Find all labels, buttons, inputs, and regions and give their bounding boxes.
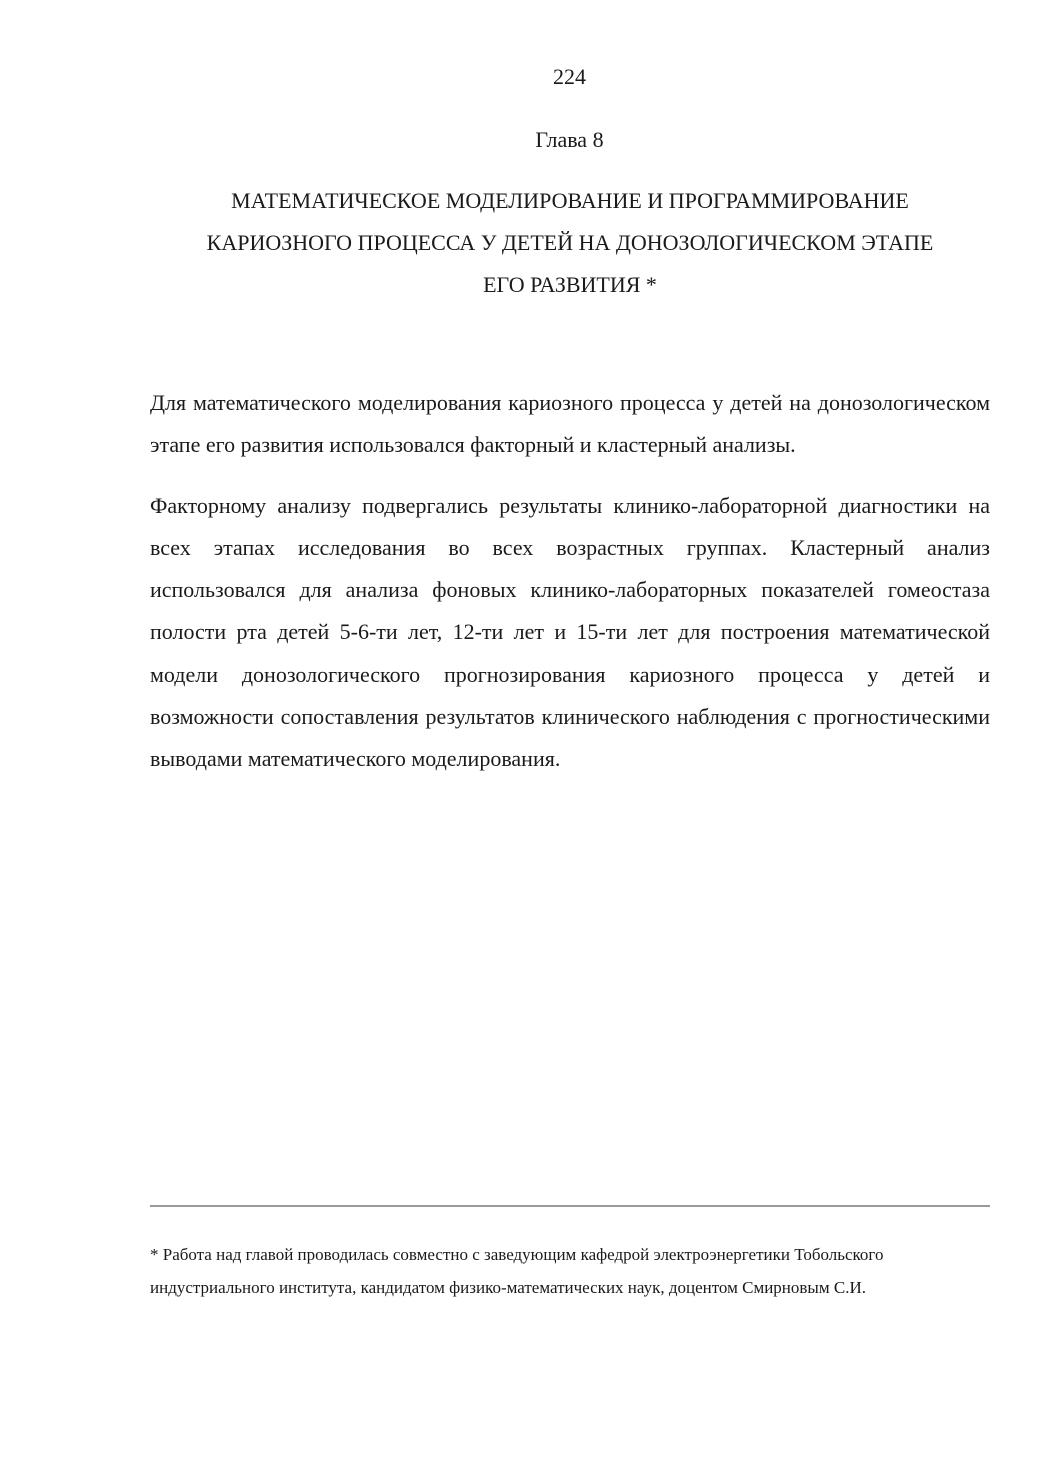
chapter-title-line: ЕГО РАЗВИТИЯ * xyxy=(483,272,657,297)
chapter-title xyxy=(150,180,990,306)
paragraph: Для математического моделирования кариозного процесса у детей на донозологическом этапе его развития использовался факторный и кластерный анализы. xyxy=(150,390,990,458)
page-number: 224 xyxy=(553,64,586,89)
chapter-title-line: МАТЕМАТИЧЕСКОЕ МОДЕЛИРОВАНИЕ И ПРОГРАММИРОВАНИЕ xyxy=(231,188,909,213)
body-text xyxy=(150,382,990,799)
paragraph: Факторному анализу подвергались результаты клинико-лабораторной диагностики на всех этапах исследования во всех возрастных группах. Кластерный анализ использовался для анализа фоновых клинико-лабораторных показателей гомеостаза полости рта детей 5-6-ти лет, 12-ти лет и 15-ти лет для построения математической модели донозологического прогнозирования кариозного процесса у детей и возможности сопоставления результатов клинического наблюдения с прогностическими выводами математического моделирования. xyxy=(150,492,990,772)
footnote-divider xyxy=(150,1205,990,1207)
chapter-title-line: КАРИОЗНОГО ПРОЦЕССА У ДЕТЕЙ НА ДОНОЗОЛОГИЧЕСКОМ ЭТАПЕ xyxy=(206,230,934,255)
footnote: * Работа над главой проводилась совместно с заведующим кафедрой электроэнергетики Тобольского индустриального института, кандидатом физико-математических наук, доцентом Смирновым С.И. xyxy=(150,1245,884,1297)
chapter-label: Глава 8 xyxy=(535,127,604,152)
